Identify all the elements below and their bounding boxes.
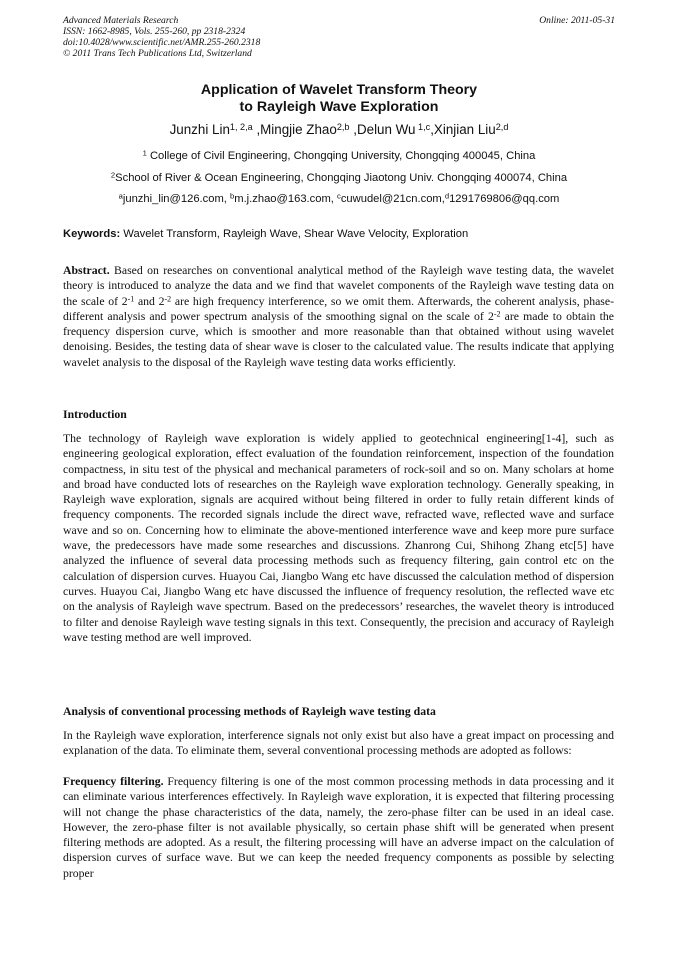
affiliation-1-text: College of Civil Engineering, Chongqing University, Chongqing 400045, China	[146, 150, 536, 162]
email-d[interactable]: 1291769806@qq.com	[449, 193, 560, 205]
analysis-text: In the Rayleigh wave exploration, interference signals not only exist but also have a great impact on processing and explanation of the data. To eliminate them, several conventional processing methods are adopted as follows:	[63, 729, 614, 758]
abstract-sup-2: -2	[164, 294, 172, 303]
frequency-filtering-label: Frequency filtering.	[63, 775, 164, 788]
author-list	[0, 121, 678, 138]
email-c[interactable]: cuwudel@21cn.com,	[340, 193, 445, 205]
introduction-text: The technology of Rayleigh wave exploration is widely applied to geotechnical engineering[1-4], such as engineering geological exploration, effect evaluation of the foundation reinforcement, inspection of the foundation compactness, in situ test of the physical and mechanical parameters of rock-soil and so on. Many scholars at home and broad have conducted lots of researches on the Rayleigh wave exploration technology. Generally speaking, in Rayleigh wave exploration, signals are acquired without being filtered in order to fully retain different kinds of frequency components. The recorded signals include the direct wave, refracted wave, reflected wave and surface wave and so on. Concerning how to eliminate the above-mentioned interference wave and keep more pure surface wave, the predecessors have made some researches and discussions. Zhanrong Cui, Shihong Zhang etc[5] have analyzed the influence of several data processing methods such as frequency filtering, gain control etc on the calculation of dispersion curves. Huayou Cai, Jiangbo Wang etc have discussed the calculation method of dispersion curves. Huayou Cai, Jiangbo Wang etc have discussed the influence of frequency resolution, the reflected wave etc on the analysis of Rayleigh wave spectrum. Based on the predecessors’ researches, the wavelet theory is introduced to filter and denoise Rayleigh wave testing signals in this text. Consequently, the precision and accuracy of Rayleigh wave testing method are well improved.	[63, 432, 614, 644]
email-a[interactable]: junzhi_lin@126.com,	[122, 193, 231, 205]
analysis-heading: Analysis of conventional processing methods of Rayleigh wave testing data	[63, 705, 436, 718]
email-b-sup: b	[230, 191, 235, 201]
copyright-line: © 2011 Trans Tech Publications Ltd, Switzerland	[63, 48, 252, 59]
introduction-heading: Introduction	[63, 408, 127, 421]
journal-header	[63, 15, 260, 59]
abstract	[63, 263, 614, 370]
frequency-filtering-text: Frequency filtering is one of the most common processing methods in data processing and it can eliminate various interferences effectively. In Rayleigh wave exploration, it is expected that filtering processing will not change the phase characteristics of the data, namely, the zero-phase filter can be used in an ideal case. However, the zero-phase filter is not available physically, so certain phase shift will be generated when present filtering methods are adopted. As a result, the filtering processing will have an adverse impact on the calculation of dispersion curves of surface wave. But we can keep the needed frequency components as possible by selecting proper	[63, 775, 615, 880]
author-2-sup: 2,b	[336, 121, 350, 132]
title-line-1: Application of Wavelet Transform Theory	[200, 82, 478, 98]
author-1: Junzhi Lin	[169, 122, 230, 137]
abstract-sup-1: -1	[127, 294, 135, 303]
affiliation-2-text: School of River & Ocean Engineering, Chongqing Jiaotong Univ. Chongqing 400074, China	[115, 172, 568, 184]
abstract-text-2: and 2	[134, 294, 165, 308]
title-line-2: to Rayleigh Wave Exploration	[239, 99, 439, 115]
affiliation-1-sup: 1	[142, 148, 147, 158]
abstract-text-3: are high frequency interference, so we omit them. Afterwards, the coherent analysis, phase-different analysis and power spectrum analysis of the smoothing signal on the scale of 2	[63, 294, 615, 323]
email-d-sup: d	[444, 191, 450, 201]
keywords	[63, 227, 623, 241]
affiliation-1	[0, 149, 678, 163]
email-b[interactable]: m.j.zhao@163.com,	[234, 193, 338, 205]
frequency-filtering-paragraph	[63, 774, 614, 881]
email-a-sup: a	[118, 191, 123, 201]
author-3: ,Delun Wu	[353, 122, 416, 137]
paper-title	[0, 82, 678, 116]
abstract-text-1: Based on researches on conventional analytical method of the Rayleigh wave testing data, the wavelet theory is introduced to analyze the data and we find that wavelet components of the Rayleigh wave testing data on the scale of 2	[63, 264, 614, 308]
abstract-text-4: are made to obtain the frequency dispersion curve, which is smoother and more reasonable than that obtained without using wavelet denoising. Besides, the testing data of shear wave is closer to the calculated value. The results indicate that applying wavelet analysis to the disposal of the Rayleigh wave testing data works efficiently.	[63, 309, 614, 369]
author-4: ,Xinjian Liu	[430, 122, 496, 137]
abstract-sup-3: -2	[493, 309, 501, 319]
author-2: ,Mingjie Zhao	[256, 122, 337, 137]
email-c-sup: c	[337, 191, 341, 201]
author-3-sup: 1,c	[415, 121, 431, 132]
doi-line: doi:10.4028/www.scientific.net/AMR.255-260.2318	[63, 37, 261, 48]
journal-name: Advanced Materials Research	[63, 15, 179, 26]
issn-line: ISSN: 1662-8985, Vols. 255-260, pp 2318-2324	[63, 26, 246, 37]
abstract-label: Abstract.	[63, 264, 110, 277]
author-1-sup: 1, 2,a	[229, 121, 253, 132]
online-date: Online: 2011-05-31	[539, 15, 615, 26]
email-list	[0, 192, 678, 206]
affiliation-2-sup: 2	[110, 170, 116, 180]
author-4-sup: 2,d	[495, 121, 509, 132]
affiliation-2	[0, 171, 678, 185]
keywords-label: Keywords:	[63, 228, 121, 240]
keywords-text: Wavelet Transform, Rayleigh Wave, Shear Wave Velocity, Exploration	[120, 228, 469, 240]
